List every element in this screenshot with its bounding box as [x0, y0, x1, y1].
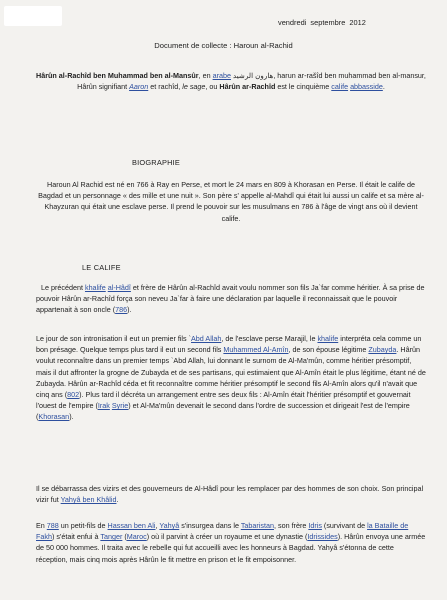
intro-text: . — [382, 82, 385, 92]
paragraph-text: ( — [122, 532, 127, 542]
link-yahya[interactable]: Yahyâ — [159, 521, 180, 530]
paragraph-text: (survivant de — [321, 521, 368, 530]
link-tabaristan[interactable]: Tabaristan — [240, 521, 274, 530]
link-zubayda[interactable]: Zubayda — [368, 345, 397, 355]
redacted-block — [4, 6, 62, 26]
le-sage: le sage — [182, 82, 206, 92]
link-yahya-ben-khalid[interactable]: Yahyâ ben Khâlid — [60, 495, 117, 505]
intro-paragraph — [36, 70, 426, 92]
arabic-name: هارون الرشيد — [232, 71, 274, 80]
link-hassan-ben-ali[interactable]: Hassan ben Ali — [107, 521, 156, 530]
paragraph-text: , son frère — [273, 521, 309, 530]
name-full: Hârûn al-Rachîd ben Muhammad ben al-Mansûr — [36, 71, 199, 80]
paragraph-text: interpréta cela comme un bon présage. Quelque temps plus tard il eut un second fils — [36, 334, 422, 355]
link-abbasside[interactable]: abbasside — [350, 82, 383, 92]
link-arabe[interactable]: arabe — [212, 71, 231, 80]
paragraph-text: Le jour de son intronisation il eut un premier fils ` — [36, 334, 192, 343]
link-khorasan[interactable]: Khorasan — [38, 412, 70, 422]
intro-text: est le cinquième — [275, 82, 332, 92]
section-title-biographie: BIOGRAPHIE — [132, 158, 180, 167]
paragraph-text: . Hârûn voulut reconnaître dans un premier temps `Abd Allah, lui donnant le surnom de Al-Ma'mûn, comme héritier présomptif, mais il dut affronter la grogne de Zubayda et de ses partisans, qui estimaient que Al-Amîn était le plus légitime, étant né de Zubayda. Hârûn ar-Rachîd céda et fit reconnaître comme héritier présomptif le second fils Al-Amîn alors qu'il n'avait que cinq ans ( — [36, 345, 426, 400]
paragraph-text: ). — [69, 412, 74, 422]
paragraph-text: Le précédent — [41, 283, 85, 292]
paragraph-text: ). — [127, 305, 132, 315]
document-title: Document de collecte : Haroun al-Rachid — [154, 41, 293, 50]
link-syrie[interactable]: Syrie — [111, 401, 129, 411]
paragraph-text: s'insurgea dans le — [179, 521, 241, 530]
paragraph-text: Il se débarrassa des vizirs et des gouverneurs de Al-Hâdî pour les remplacer par des hommes de son choix. Son principal vizir fut — [36, 484, 424, 505]
link-idrissides[interactable]: Idrissides — [307, 532, 338, 542]
intro-text: , harun ar-rašîd ben muhammad ben al-mansur, Hârûn signifiant — [77, 71, 426, 92]
intro-text: et rachîd, — [148, 82, 183, 92]
link-muhammed-al-amin[interactable]: Muhammed Al-Amîn — [223, 345, 289, 355]
calife-paragraph-2 — [36, 333, 426, 423]
paragraph-text: ) où il parvint à créer un royaume et une dynastie ( — [146, 532, 308, 542]
link-calife[interactable]: calife — [331, 82, 349, 92]
name-short: Hârûn ar-Rachîd — [219, 82, 276, 92]
calife-paragraph-3 — [36, 483, 426, 505]
link-aaron[interactable]: Aaron — [129, 82, 149, 92]
link-788[interactable]: 788 — [46, 521, 59, 530]
link-abd-allah[interactable]: Abd Allah — [191, 334, 222, 343]
calife-paragraph-4 — [36, 520, 426, 565]
paragraph-text: En — [36, 521, 47, 530]
link-khalife-2[interactable]: khalife — [317, 334, 339, 343]
link-bataille-de-fakh[interactable]: la Bataille de Fakh — [36, 521, 409, 542]
link-tanger[interactable]: Tanger — [100, 532, 123, 542]
section-title-le-calife: LE CALIFE — [82, 263, 121, 272]
link-maroc[interactable]: Maroc — [126, 532, 147, 542]
paragraph-text: , de son épouse légitime — [288, 345, 369, 355]
link-irak[interactable]: Irak — [97, 401, 110, 411]
document-date: vendredi septembre 2012 — [278, 18, 366, 27]
biographie-paragraph: Haroun Al Rachid est né en 766 à Ray en Perse, et mort le 24 mars en 809 à Khorasan en Perse. Il était le calife de Bagdad et un personnage « des mille et une nuit ». Son père s' appelle al-Mahdî qui était lui aussi un calife et sa mère al-Khayzuran qui était une esclave perse. Il prend le pouvoir sur les musulmans en 786 à l'âge de vingt ans où il devient calife. — [38, 180, 424, 223]
paragraph-text: un petit-fils de — [58, 521, 108, 530]
paragraph-text: ) et Al-Ma'mûn devenait le second dans l'ordre de succession et dirigeait l'est de l'empire ( — [36, 401, 410, 422]
paragraph-text: , de l'esclave perse Marajil, le — [221, 334, 318, 343]
intro-text: , ou — [205, 82, 220, 92]
link-al-hadi[interactable]: al-Hâdî — [107, 283, 131, 292]
paragraph-text: . — [116, 495, 119, 505]
link-khalife[interactable]: khalife — [84, 283, 106, 292]
link-802[interactable]: 802 — [67, 390, 80, 400]
intro-text: , en — [198, 71, 213, 80]
link-idris[interactable]: Idris — [308, 521, 322, 530]
link-786[interactable]: 786 — [115, 305, 128, 315]
paragraph-text: ) s'était enfui à — [51, 532, 101, 542]
paragraph-text: ). Hârûn envoya une armée de 50 000 hommes. Il traita avec le rebelle qui fut accueilli avec les honneurs à Bagdad. Yahyâ s'étonna de cette réception, mais cinq mois après Hârûn le fit mettre en prison et le fit empoisonner. — [36, 532, 426, 564]
paragraph-text: et frère de Hârûn al-Rachîd avait voulu nommer son fils Ja`far comme héritier. À sa prise de pouvoir Hârûn ar-Rachîd força son neveu Ja`far à faire une déclaration par laquelle il reconnaissait que le pouvoir appartenait à son oncle ( — [36, 283, 425, 315]
calife-paragraph-1 — [36, 282, 426, 316]
paragraph-text: , — [155, 521, 160, 530]
paragraph-text: ). Plus tard il décréta un arrangement entre ses deux fils : Al-Amîn était l'héritier présomptif et gouvernait l'ouest de l'empire ( — [36, 390, 411, 411]
